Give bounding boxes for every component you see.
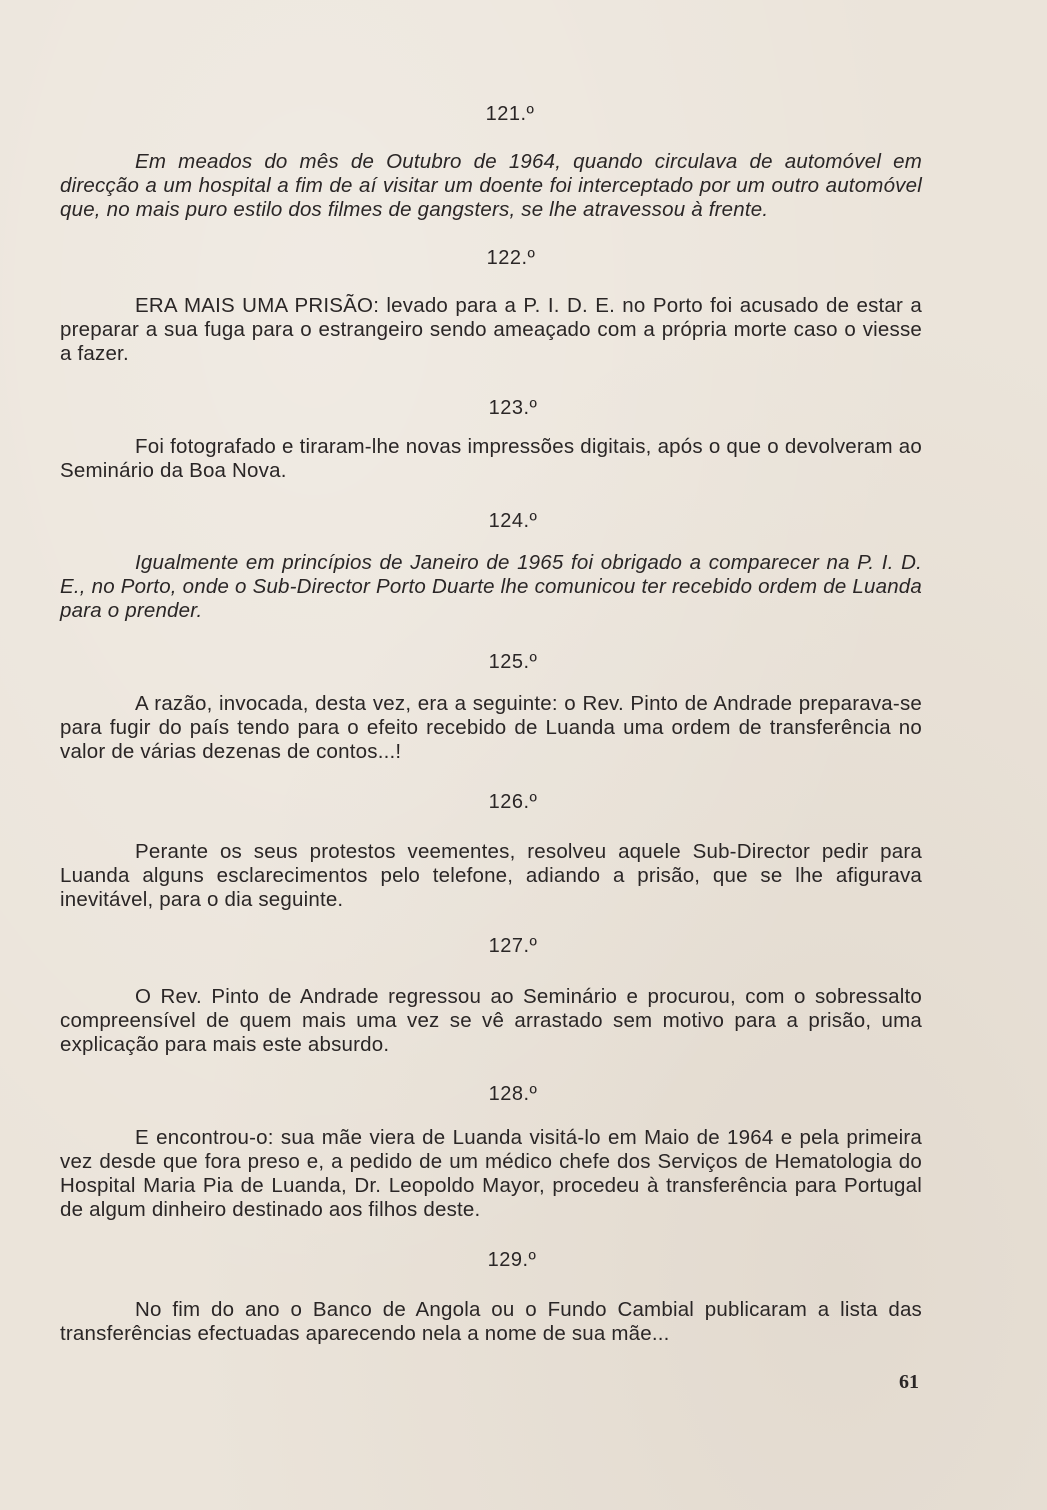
section-125 [60, 650, 922, 764]
section-text: O Rev. Pinto de Andrade regressou ao Seminário e procurou, com o sobressalto compreensível de quem mais uma vez se vê arrastado sem motivo para a prisão, uma explicação para mais este absurdo. [60, 985, 922, 1056]
section-126 [60, 790, 922, 912]
section-number: 123.º [488, 397, 538, 419]
section-number: 124.º [488, 510, 538, 532]
section-text: ERA MAIS UMA PRISÃO: levado para a P. I. D. E. no Porto foi acusado de estar a preparar a sua fuga para o estrangeiro sendo ameaçado com a própria morte caso o viesse a fazer. [60, 294, 922, 365]
section-number: 129.º [487, 1249, 537, 1271]
section-number: 122.º [486, 247, 536, 269]
section-text: Igualmente em princípios de Janeiro de 1965 foi obrigado a comparecer na P. I. D. E., no Porto, onde o Sub-Director Porto Duarte lhe comunicou ter recebido ordem de Luanda para o prender. [60, 551, 922, 622]
section-127 [60, 934, 922, 1057]
section-128 [60, 1082, 922, 1222]
section-123 [60, 396, 922, 483]
section-text: Perante os seus protestos veementes, resolveu aquele Sub-Director pedir para Luanda alguns esclarecimentos pelo telefone, adiando a prisão, que se lhe afigurava inevitável, para o dia seguinte. [60, 840, 922, 911]
section-number: 125.º [488, 651, 538, 673]
section-121 [60, 102, 922, 222]
section-number: 126.º [488, 791, 538, 813]
section-129 [60, 1248, 922, 1346]
section-122 [60, 246, 922, 366]
section-number: 121.º [485, 103, 535, 125]
section-text: Foi fotografado e tiraram-lhe novas impressões digitais, após o que o devolveram ao Seminário da Boa Nova. [60, 435, 922, 482]
section-text: A razão, invocada, desta vez, era a seguinte: o Rev. Pinto de Andrade preparava-se para fugir do país tendo para o efeito recebido de Luanda uma ordem de transferência no valor de várias dezenas de contos...! [60, 692, 922, 763]
section-number: 128.º [488, 1083, 538, 1105]
page-number: 61 [899, 1371, 919, 1393]
section-124 [60, 509, 922, 623]
section-text: Em meados do mês de Outubro de 1964, quando circulava de automóvel em direcção a um hospital a fim de aí visitar um doente foi interceptado por um outro automóvel que, no mais puro estilo dos filmes de gangsters, se lhe atravessou à frente. [60, 150, 922, 221]
section-text: No fim do ano o Banco de Angola ou o Fundo Cambial publicaram a lista das transferências efectuadas aparecendo nela a nome de sua mãe... [60, 1298, 922, 1345]
section-text: E encontrou-o: sua mãe viera de Luanda visitá-lo em Maio de 1964 e pela primeira vez desde que fora preso e, a pedido de um médico chefe dos Serviços de Hematologia do Hospital Maria Pia de Luanda, Dr. Leopoldo Mayor, procedeu à transferência para Portugal de algum dinheiro destinado aos filhos deste. [60, 1126, 922, 1221]
section-number: 127.º [488, 935, 538, 957]
